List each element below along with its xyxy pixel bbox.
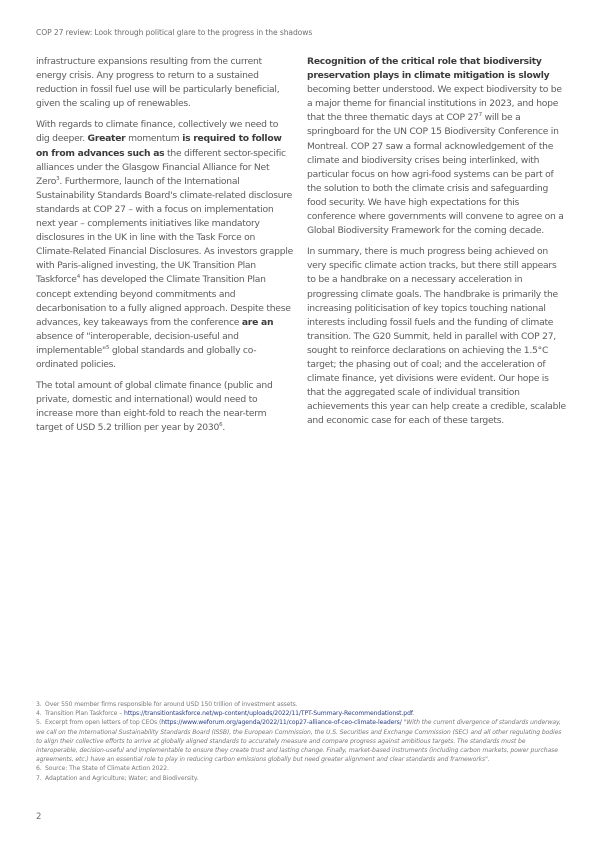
footnote-number: 5. [36,719,42,727]
footnotes [36,700,566,783]
footnote-text: Source: The State of Climate Action 2022. [45,765,169,773]
text-span: the different sector-specific alliances under the Glasgow Financial Alliance for Net Zero [36,147,286,187]
footnote-number: 3. [36,701,42,708]
left-paragraph-3 [36,379,294,435]
right-paragraph-1 [307,55,567,238]
footnote-4 [36,709,566,718]
bold-text: Greater [87,133,126,145]
text-span: will be a springboard for the UN COP 15 Biodiversity Conference in Montreal. COP 27 saw a formal acknowledgement of the climate and biodiversity crises being interlinked, with particular focus on how agri-food systems can be part of the solution to both the climate crisis and safeguarding food security. We have high expectations for this conference where governments will convene to agree on a Global Biodiversity Framework for the coming decade. [307,112,564,237]
text-span: . Furthermore, launch of the International Sustainability Standards Board's climate-related disclosure standards at COP 27 – with a focus on implementation next year – complements initiatives like mandatory disclosures in the UK in line with the Task Force on Climate-Related Financial Disclosures. As investors grapple with Paris-aligned investing, the UK Transition Plan Taskforce [36,175,294,286]
footnote-text: Adaptation and Agriculture; Water; and Biodiversity. [45,774,199,782]
text-span: global standards and globally co-ordinated policies. [36,344,257,370]
text-span: becoming better understood. We expect biodiversity to be a major theme for financial institutions in 2023, and hope that the three thematic days at COP 27 [307,84,562,124]
bold-text: are an [241,316,274,328]
left-paragraph-1: infrastructure expansions resulting from the current energy crisis. Any progress to return to a sustained reduction in fossil fuel use will be particularly beneficial, given the scaling up of renewables. [36,56,280,110]
footnote-number: 6. [36,765,42,773]
footnote-text: Excerpt from open letters of top CEOs ( [45,719,162,727]
footnote-ref-4: 4 [76,274,80,281]
text-span: . [222,422,226,434]
bold-text: is required to follow on from advances such as [36,133,282,159]
footnote-3 [36,700,566,709]
bold-text: Recognition of the critical role that biodiversity preservation plays in climate mitigation is slowly [307,56,550,82]
footnote-text: Over 550 member firms responsible for around USD 150 trillion of investment assets. [45,701,298,708]
footnote-ref-7: 7 [478,112,482,119]
text-span: momentum [125,133,183,145]
text-span: has developed the Climate Transition Plan concept extending beyond commitments and decarbonisation to a fully aligned approach. Despite these advances, key takeaways from the conference [36,274,291,328]
footnote-text: . [412,710,415,718]
footnote-number: 4. [36,710,42,718]
page-number: 2 [36,812,42,822]
footnote-text: Transition Plan Taskforce – [45,710,124,718]
footnote-5 [36,718,566,764]
text-span: With regards to climate finance, collectively we need to dig deeper. [36,119,279,145]
running-header-title: COP 27 review: Look through political glare to the progress in the shadows [36,28,313,37]
footnote-link[interactable]: https://www.weforum.org/agenda/2022/11/cop27-alliance-of-ceo-climate-leaders/ [161,719,402,727]
footnote-ref-3: 3 [56,175,60,182]
left-paragraph-2 [36,118,294,372]
footnote-link[interactable]: https://transitiontaskforce.net/wp-content/uploads/2022/11/TPT-Summary-Recommendationst.pdf [123,710,413,718]
footnote-number: 7. [36,774,42,782]
footnote-quote: "With the current divergence of standards underway, we call on the International Sustainability Standards Board (ISSB), the European Commission, the U.S. Securities and Exchange Commission (SEC) and all other regulating bodies to align their collective efforts to arrive at globally aligned standards to accurately measure and compare progress against ambitious targets. The standards must be interoperable, decision-useful and implementable to ensure they create trust and lasting change. Finally, market-based instruments (including carbon markets, power purchase agreements, etc.) have an essential role to play in reducing carbon emissions globally but need greater alignment and clear standards and frameworks". [36,719,562,764]
text-span: absence of "interoperable, decision-useful and implementable" [36,330,239,356]
left-column [36,55,294,442]
footnote-ref-6: 6 [219,422,223,429]
footnote-7 [36,774,566,783]
text-span: The total amount of global climate finance (public and private, domestic and international) would need to increase more than eight-fold to reach the near-term target of USD 5.2 trillion per year by 2030 [36,380,273,434]
right-column [307,55,567,435]
right-paragraph-2: In summary, there is much progress being achieved on very specific climate action tracks, but there still appears to be a handbrake on a necessary acceleration in progressing climate goals. The handbrake is primarily the increasing politicisation of key topics touching national interests including fossil fuels and the funding of climate transition. The G20 Summit, held in parallel with COP 27, sought to reinforce declarations on achieving the 1.5°C target; the phasing out of coal; and the acceleration of climate finance, yet divisions were evident. Our hope is that the aggregated scale of individual transition achievements this year can help create a credible, scalable and economic case for each of these targets. [307,246,566,427]
footnote-ref-5: 5 [105,344,110,351]
footnote-6 [36,764,566,773]
